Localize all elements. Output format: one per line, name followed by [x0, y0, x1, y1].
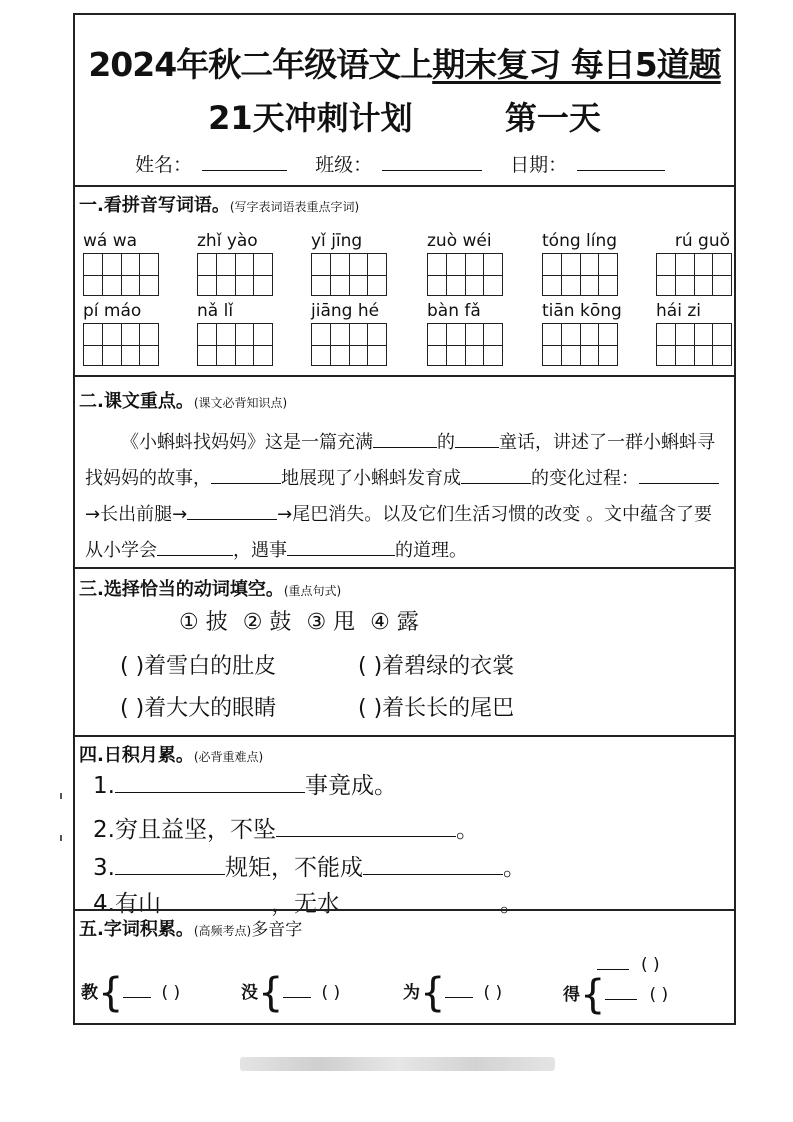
section-verbs: [75, 567, 734, 739]
answer-grid[interactable]: [83, 323, 159, 366]
blank[interactable]: [157, 537, 233, 556]
choice: ③ 甩: [306, 610, 356, 635]
fill-item[interactable]: ( )着雪白的肚皮: [120, 654, 277, 679]
answer-grid[interactable]: [542, 253, 618, 296]
blank[interactable]: [276, 818, 456, 837]
answer-grid[interactable]: [427, 253, 503, 296]
blank[interactable]: [287, 537, 395, 556]
section-title: 一.看拼音写词语。(写字表词语表重点字词): [79, 195, 360, 216]
fill-item[interactable]: ( )着大大的眼睛: [120, 696, 277, 721]
section-title: 四.日积月累。(必背重难点): [79, 745, 264, 766]
date-label: 日期：: [510, 154, 568, 176]
name-field[interactable]: [202, 152, 287, 171]
pinyin: zhǐ yào: [197, 231, 258, 251]
margin-mark: [60, 793, 62, 799]
pinyin: yǐ jīng: [311, 231, 363, 251]
page-title: [75, 39, 734, 86]
answer-grid[interactable]: [197, 323, 273, 366]
subtitle-plan: 21天冲刺计划: [208, 99, 413, 137]
answer-grid[interactable]: [542, 323, 618, 366]
polyphone-mei: 没{ ( ): [241, 970, 341, 1016]
blank[interactable]: [373, 429, 437, 448]
answer-grid[interactable]: [427, 323, 503, 366]
pinyin: zuò wéi: [427, 231, 492, 251]
blank[interactable]: [363, 856, 503, 875]
pinyin: pí máo: [83, 301, 142, 321]
choice: ④ 露: [370, 610, 419, 635]
section-polyphones: [75, 909, 734, 1025]
pinyin: bàn fǎ: [427, 301, 481, 321]
section-pinyin: [75, 185, 734, 377]
blank[interactable]: [639, 465, 719, 484]
pinyin: nǎ lǐ: [197, 301, 234, 321]
idiom-3: 3. 规矩，不能成 。: [93, 855, 526, 881]
answer-grid[interactable]: [656, 253, 732, 296]
class-field[interactable]: [382, 152, 482, 171]
blank[interactable]: [455, 429, 499, 448]
section-title: 三.选择恰当的动词填空。(重点句式): [79, 579, 342, 600]
class-label: 班级：: [315, 154, 373, 176]
idiom-2: 2.穷且益坚，不坠 。: [93, 817, 479, 843]
section-text-focus: [75, 375, 734, 577]
answer-grid[interactable]: [83, 253, 159, 296]
fill-item[interactable]: ( )着碧绿的衣裳: [358, 654, 515, 679]
page-subtitle: [75, 93, 734, 139]
section-accumulation: [75, 735, 734, 917]
pinyin: tóng líng: [542, 231, 618, 251]
margin-mark: [60, 835, 62, 841]
worksheet: [73, 13, 736, 1025]
polyphone-wei: 为{ ( ): [403, 970, 503, 1016]
verb-choices: [179, 605, 427, 636]
date-field[interactable]: [577, 152, 665, 171]
fill-item[interactable]: ( )着长长的尾巴: [358, 696, 515, 721]
blank[interactable]: [187, 501, 277, 520]
student-info: [135, 150, 675, 177]
subtitle-day: 第一天: [504, 99, 601, 137]
blank[interactable]: [461, 465, 531, 484]
answer-grid[interactable]: [311, 253, 387, 296]
answer-grid[interactable]: [656, 323, 732, 366]
answer-grid[interactable]: [311, 323, 387, 366]
section-title: 五.字词积累。(高频考点)多音字: [79, 919, 303, 940]
paragraph: 《小蝌蚪找妈妈》这是一篇充满 的 童话，讲述了一群小蝌蚪寻找妈妈的故事， 地展现了小蝌蚪发育成 的变化过程：→长出前腿→ →尾巴消失。以及它们生活习惯的改变 。文中蕴含了要从小学会 ，遇事 的道理。: [85, 425, 726, 569]
blank[interactable]: [115, 774, 305, 793]
polyphone-jiao: 教{ ( ): [81, 970, 181, 1016]
idiom-1: 1. 事竟成。: [93, 773, 397, 799]
section-title: 二.课文重点。(课文必背知识点): [79, 391, 288, 412]
title-part2: 期末复习 每日5道题: [432, 45, 721, 84]
pinyin: jiāng hé: [311, 301, 380, 321]
title-part1: 2024年秋二年级语文上: [88, 45, 433, 84]
blank[interactable]: [115, 856, 225, 875]
polyphone-de: ( ) 得{ ( ): [563, 951, 668, 1015]
pinyin: wá wa: [83, 231, 138, 251]
name-label: 姓名：: [135, 154, 193, 176]
idiom-4: 4.有山 ，无水 。: [93, 891, 523, 917]
blank[interactable]: [211, 465, 281, 484]
choice: ② 鼓: [242, 610, 292, 635]
pinyin: hái zi: [656, 301, 701, 321]
pinyin: rú guǒ: [674, 231, 730, 251]
choice: ① 披: [179, 610, 228, 635]
blurred-footer: [240, 1057, 555, 1071]
pinyin: tiān kōng: [542, 301, 622, 321]
answer-grid[interactable]: [197, 253, 273, 296]
